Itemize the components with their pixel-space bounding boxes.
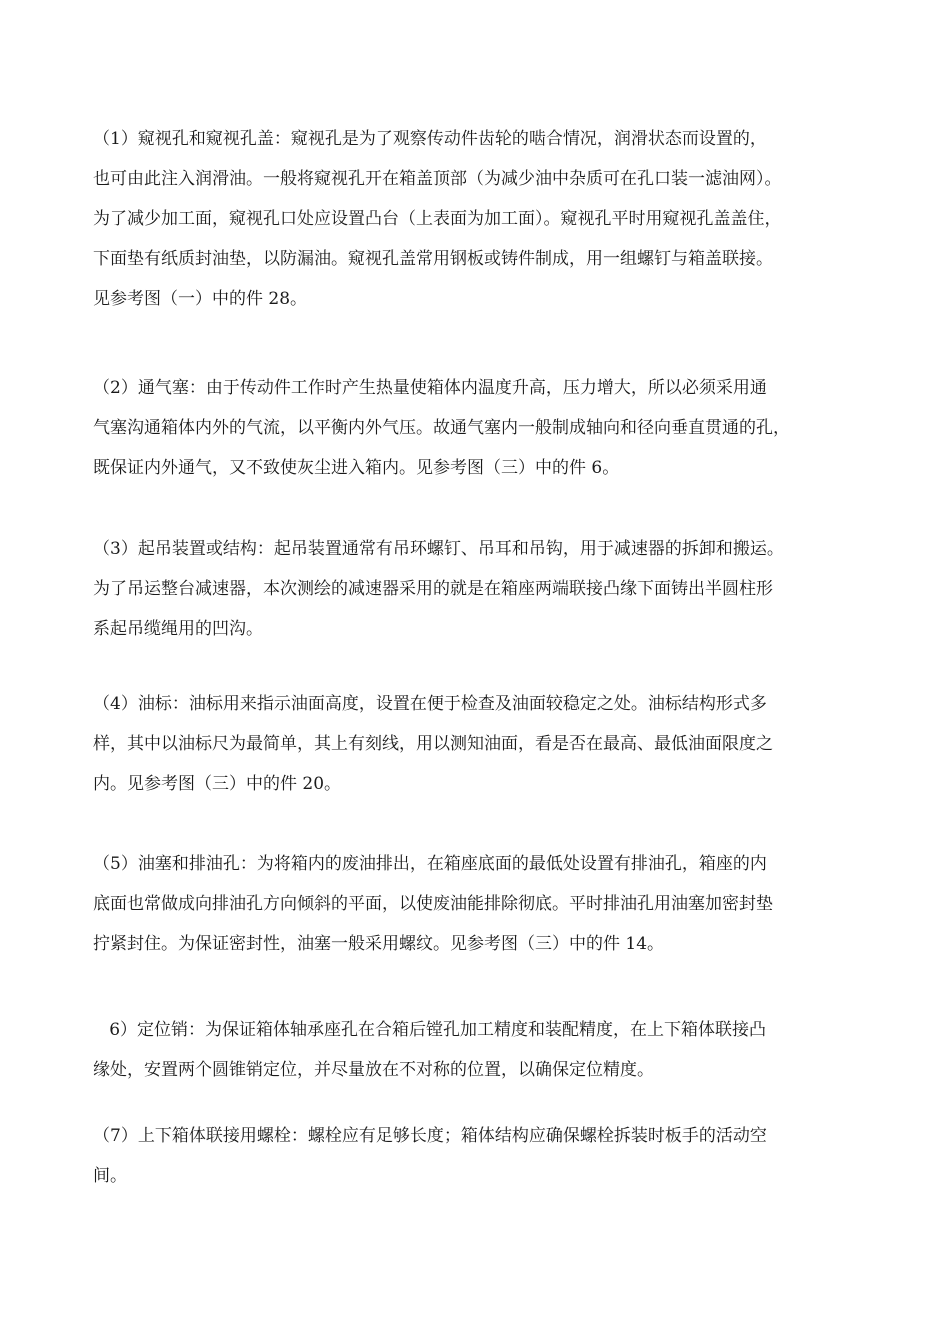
paragraph-bolts bbox=[93, 1124, 889, 1204]
text-line: （2）通气塞：由于传动件工作时产生热量使箱体内温度升高，压力增大，所以必须采用通 bbox=[93, 378, 767, 398]
paragraph-lifting bbox=[93, 537, 889, 657]
text-line: 6）定位销：为保证箱体轴承座孔在合箱后镗孔加工精度和装配精度，在上下箱体联接凸 bbox=[93, 1020, 767, 1040]
text-line: 缘处，安置两个圆锥销定位，并尽量放在不对称的位置，以确保定位精度。 bbox=[93, 1060, 654, 1080]
text-line: 内。见参考图（三）中的件 20。 bbox=[93, 774, 342, 794]
text-line: （3）起吊装置或结构：起吊装置通常有吊环螺钉、吊耳和吊钩，用于减速器的拆卸和搬运。 bbox=[93, 539, 784, 559]
paragraph-oil-gauge bbox=[93, 692, 889, 812]
text-line: 也可由此注入润滑油。一般将窥视孔开在箱盖顶部（为减少油中杂质可在孔口装一滤油网）。 bbox=[93, 169, 782, 189]
text-line: 既保证内外通气，又不致使灰尘进入箱内。见参考图（三）中的件 6。 bbox=[93, 458, 620, 478]
text-line: 系起吊缆绳用的凹沟。 bbox=[93, 619, 263, 639]
paragraph-peephole bbox=[93, 127, 889, 327]
text-line: 为了吊运整台减速器，本次测绘的减速器采用的就是在箱座两端联接凸缘下面铸出半圆柱形 bbox=[93, 579, 773, 599]
paragraph-vent-plug bbox=[93, 376, 889, 496]
paragraph-dowel-pin bbox=[93, 1018, 889, 1098]
text-line: 见参考图（一）中的件 28。 bbox=[93, 289, 308, 309]
text-line: （1）窥视孔和窥视孔盖：窥视孔是为了观察传动件齿轮的啮合情况，润滑状态而设置的， bbox=[93, 129, 767, 149]
text-line: （4）油标：油标用来指示油面高度，设置在便于检查及油面较稳定之处。油标结构形式多 bbox=[93, 694, 767, 714]
text-line: 样，其中以油标尺为最简单，其上有刻线，用以测知油面，看是否在最高、最低油面限度之 bbox=[93, 734, 773, 754]
text-line: 底面也常做成向排油孔方向倾斜的平面，以使废油能排除彻底。平时排油孔用油塞加密封垫 bbox=[93, 894, 773, 914]
text-line: 下面垫有纸质封油垫，以防漏油。窥视孔盖常用钢板或铸件制成，用一组螺钉与箱盖联接。 bbox=[93, 249, 773, 269]
text-line: 为了减少加工面，窥视孔口处应设置凸台（上表面为加工面）。窥视孔平时用窥视孔盖盖住， bbox=[93, 209, 782, 229]
paragraph-drain-plug bbox=[93, 852, 889, 972]
text-line: 间。 bbox=[93, 1166, 127, 1186]
text-line: （5）油塞和排油孔：为将箱内的废油排出，在箱座底面的最低处设置有排油孔，箱座的内 bbox=[93, 854, 767, 874]
text-line: 气塞沟通箱体内外的气流，以平衡内外气压。故通气塞内一般制成轴向和径向垂直贯通的孔， bbox=[93, 418, 790, 438]
text-line: 拧紧封住。为保证密封性，油塞一般采用螺纹。见参考图（三）中的件 14。 bbox=[93, 934, 665, 954]
text-line: （7）上下箱体联接用螺栓：螺栓应有足够长度；箱体结构应确保螺栓拆装时板手的活动空 bbox=[93, 1126, 767, 1146]
